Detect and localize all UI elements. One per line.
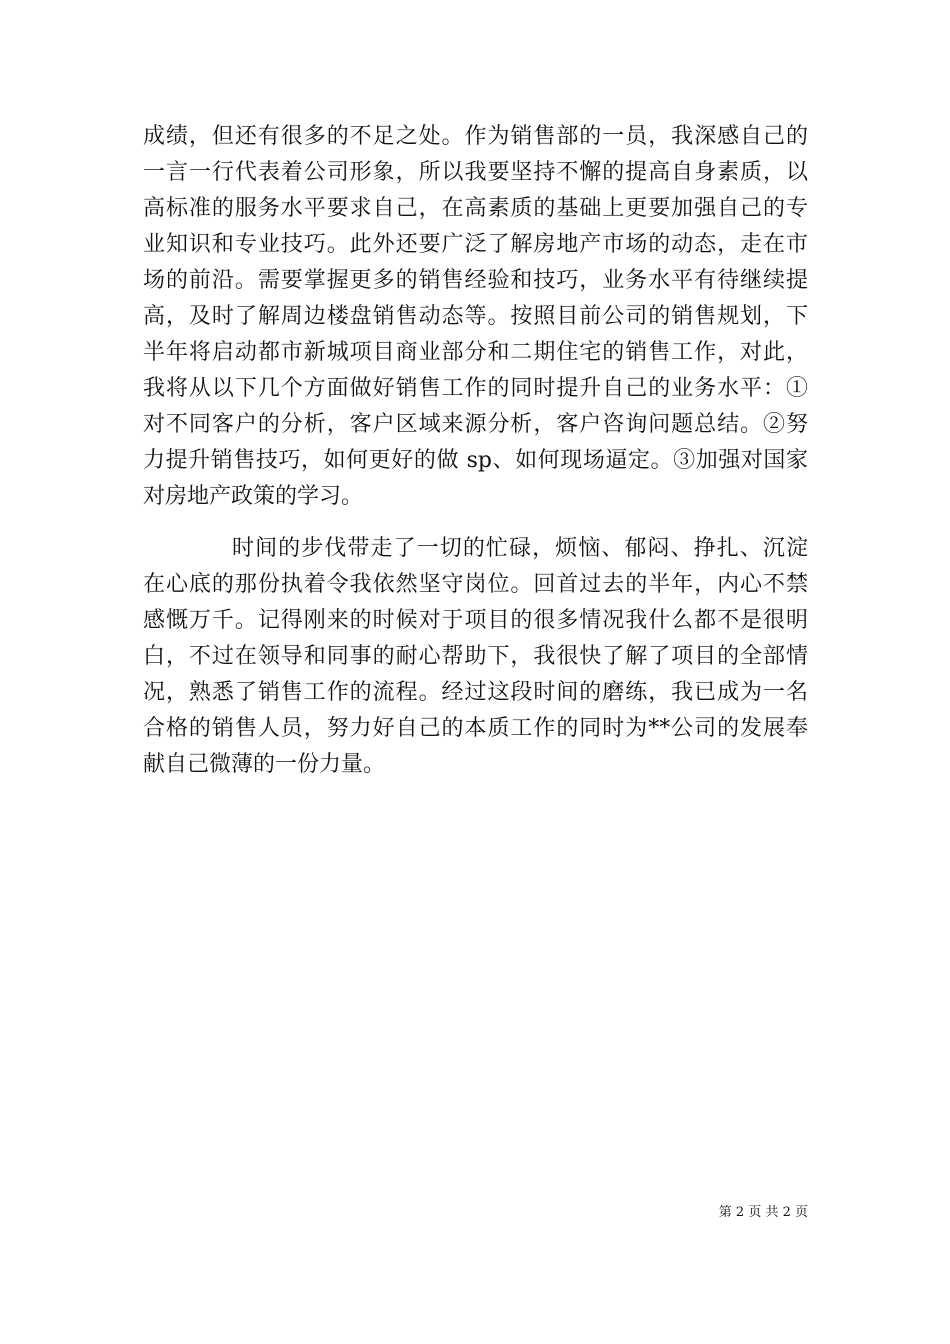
text-line: 感慨万千。记得刚来的时候对于项目的很多情况我什么都不是很明: [143, 608, 808, 633]
text-line: 业知识和专业技巧。此外还要广泛了解房地产市场的动态，走在市: [143, 232, 808, 257]
text-line: 在心底的那份执着令我依然坚守岗位。回首过去的半年，内心不禁: [143, 572, 808, 597]
text-line: 况，熟悉了销售工作的流程。经过这段时间的磨练，我已成为一名: [143, 680, 808, 705]
text-line: 力提升销售技巧，如何更好的做 sp、如何现场逼定。③加强对国家: [143, 448, 808, 473]
text-line: 场的前沿。需要掌握更多的销售经验和技巧，业务水平有待继续提: [143, 268, 808, 293]
text-line: 合格的销售人员，努力好自己的本质工作的同时为**公司的发展奉: [143, 716, 808, 741]
text-line: 我将从以下几个方面做好销售工作的同时提升自己的业务水平：①: [143, 376, 808, 401]
text-line: 成绩，但还有很多的不足之处。作为销售部的一员，我深感自己的: [143, 124, 808, 149]
text-line: 高标准的服务水平要求自己，在高素质的基础上更要加强自己的专: [143, 196, 808, 221]
text-line: 半年将启动都市新城项目商业部分和二期住宅的销售工作，对此，: [143, 340, 808, 365]
text-line: 一言一行代表着公司形象，所以我要坚持不懈的提高自身素质，以: [143, 160, 808, 185]
text-line: 对房地产政策的学习。: [143, 484, 364, 509]
text-line: 白，不过在领导和同事的耐心帮助下，我很快了解了项目的全部情: [143, 644, 808, 669]
page-number: 第 2 页 共 2 页: [718, 1205, 808, 1220]
text-line: 对不同客户的分析，客户区域来源分析，客户咨询问题总结。②努: [143, 412, 808, 437]
text-line: 时间的步伐带走了一切的忙碌，烦恼、郁闷、挣扎、沉淀: [232, 536, 808, 561]
text-line: 高，及时了解周边楼盘销售动态等。按照目前公司的销售规划，下: [143, 304, 808, 329]
text-line: 献自己微薄的一份力量。: [143, 752, 386, 777]
